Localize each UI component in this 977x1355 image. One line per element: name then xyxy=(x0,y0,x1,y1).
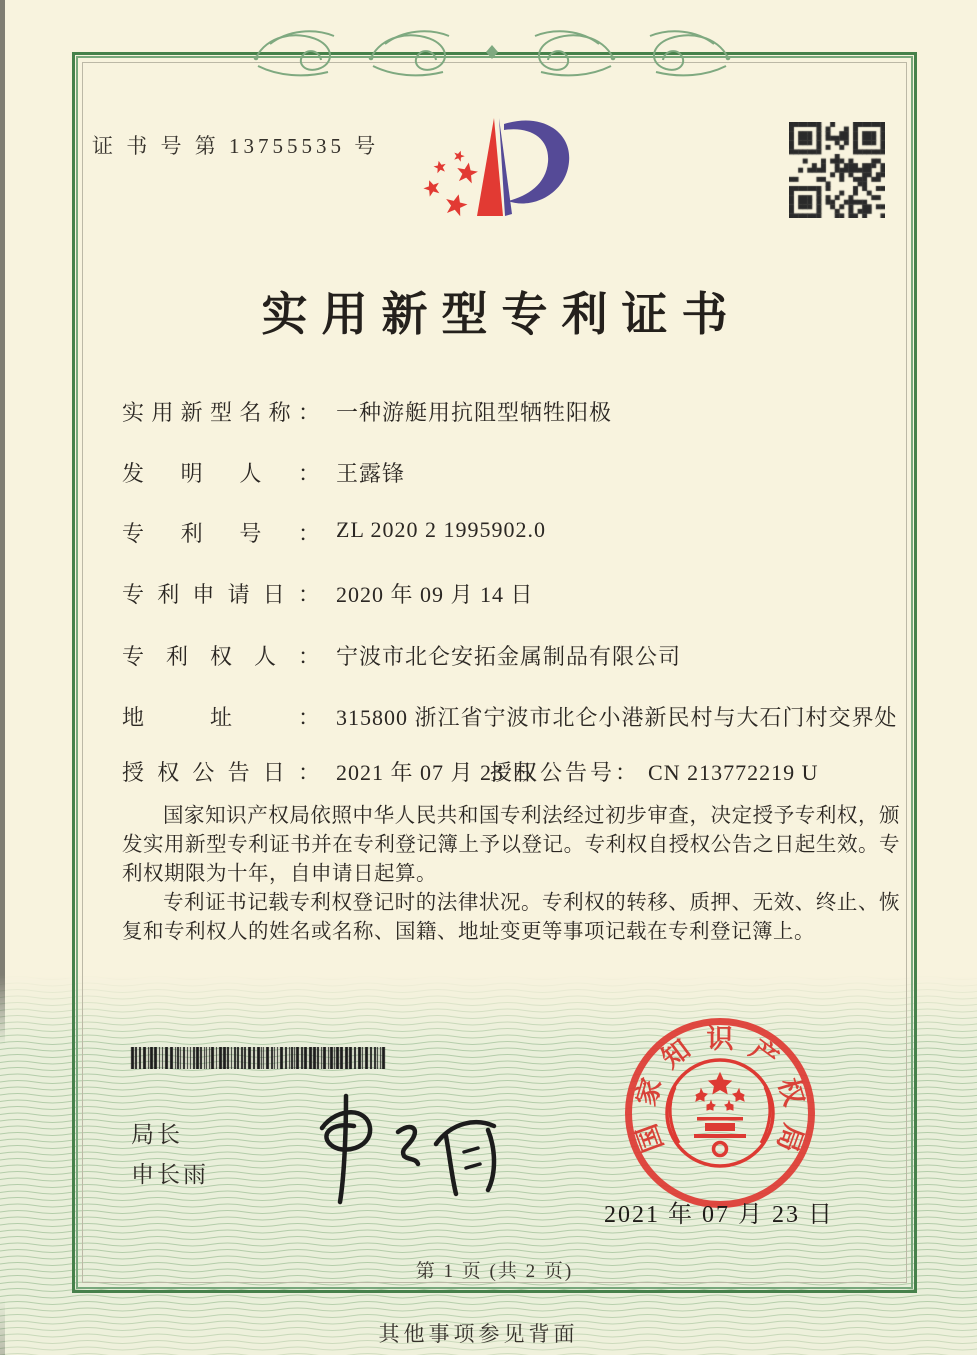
seal-char: 识 xyxy=(706,1023,734,1055)
field-label: 实用新型名称： xyxy=(122,400,320,425)
field-value: 2020 年 09 月 14 日 xyxy=(336,582,534,607)
seal-char: 国 xyxy=(631,1120,670,1157)
certificate-number: 证 书 号 第 13755535 号 xyxy=(92,134,380,158)
seal-date: 2021 年 07 月 23 日 xyxy=(604,1202,834,1228)
officer-name: 申长雨 xyxy=(131,1162,209,1187)
field-label: 地址： xyxy=(122,705,320,730)
legal-paragraph-2: 专利证书记载专利权登记时的法律状况。专利权的转移、质押、无效、终止、恢复和专利权人的姓名或名称、国籍、地址变更等事项记载在专利登记簿上。 xyxy=(122,892,900,943)
border-ornament-top-icon xyxy=(242,22,742,82)
legal-text xyxy=(122,802,900,947)
seal-char: 局 xyxy=(770,1120,809,1157)
field-row-address xyxy=(122,701,898,732)
field-label: 发明人： xyxy=(122,461,320,486)
back-note: 其他事项参见背面 xyxy=(378,1322,579,1346)
field-value: 315800 浙江省宁波市北仑小港新民村与大石门村交界处 xyxy=(336,705,898,730)
field-row-name xyxy=(122,396,612,427)
field-label: 专利号： xyxy=(122,521,320,546)
cnipa-logo-icon xyxy=(418,104,580,246)
field-value: 宁波市北仑安拓金属制品有限公司 xyxy=(336,644,682,669)
grant-row xyxy=(122,756,819,787)
seal-char: 产 xyxy=(744,1033,784,1074)
barcode xyxy=(130,1047,388,1069)
field-row-patent-no xyxy=(122,517,546,548)
field-label: 专利权人： xyxy=(122,644,320,669)
field-value: 王露锋 xyxy=(336,461,406,486)
grant-number-pair xyxy=(490,756,818,787)
qr-code xyxy=(789,122,885,218)
grant-date-value: 2021 年 07 月 23 日 xyxy=(336,760,534,785)
director-signature-icon xyxy=(280,1086,512,1208)
certificate-title: 实用新型专利证书 xyxy=(261,289,742,340)
field-row-patentee xyxy=(122,640,681,671)
seal-char: 知 xyxy=(656,1033,696,1074)
field-label: 专利申请日： xyxy=(122,582,320,607)
seal-char: 权 xyxy=(772,1074,810,1110)
officer-title: 局长 xyxy=(131,1122,183,1147)
seal-text-ring xyxy=(625,1018,815,1208)
grant-number-label: 授权公告号： xyxy=(490,760,641,785)
field-value: ZL 2020 2 1995902.0 xyxy=(336,517,547,542)
legal-paragraph-1: 国家知识产权局依照中华人民共和国专利法经过初步审查，决定授予专利权，颁发实用新型专利证书并在专利登记簿上予以登记。专利权自授权公告之日起生效。专利权期限为十年，自申请日起算。 xyxy=(122,805,900,885)
field-value: 一种游艇用抗阻型牺牲阳极 xyxy=(336,400,613,425)
grant-date-label: 授权公告日： xyxy=(122,760,320,785)
seal-char: 家 xyxy=(630,1074,668,1110)
field-row-filing-date xyxy=(122,578,534,609)
grant-number-value: CN 213772219 U xyxy=(648,760,819,785)
official-seal xyxy=(625,1018,815,1208)
field-row-inventor xyxy=(122,457,405,488)
page-number: 第 1 页 (共 2 页) xyxy=(415,1261,574,1282)
